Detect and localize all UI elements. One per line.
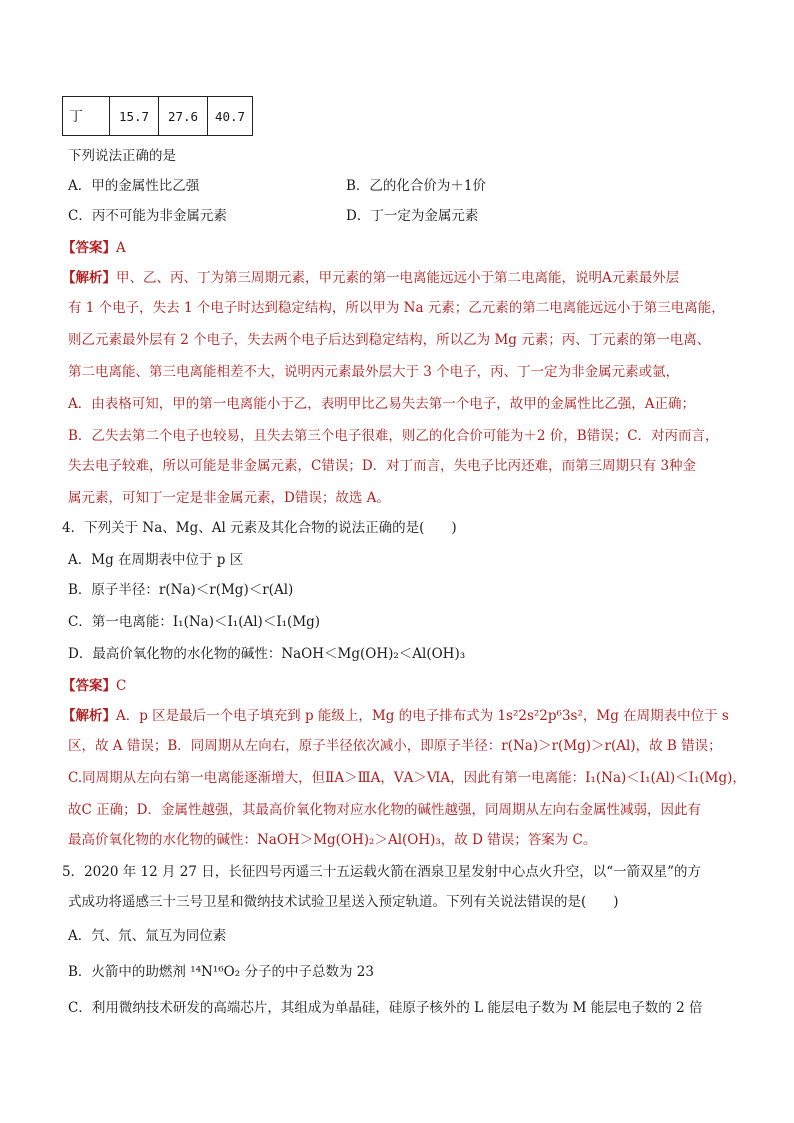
table-row xyxy=(63,97,253,136)
q4-analysis-line: 故C 正确；D．金属性越强，其最高价氧化物对应水化物的碱性越强，同周期从左向右金属性减弱，因此有 xyxy=(68,802,701,818)
q3-analysis-line: 有 1 个电子，失去 1 个电子时达到稳定结构，所以甲为 Na 元素；乙元素的第二电离能远远小于第三电离能， xyxy=(68,300,725,316)
answer-tag: 【答案】 xyxy=(62,240,116,256)
q4-analysis-line: C.同周期从左向右第一电离能逐渐增大，但ⅡA＞ⅢA，ⅤA＞ⅥA，因此有第一电离能：I₁(Na)＜I₁(Al)＜I₁(Mg)， xyxy=(68,770,746,786)
q4-option-d: D．最高价氧化物的水化物的碱性：NaOH＜Mg(OH)₂＜Al(OH)₃ xyxy=(68,646,466,662)
q3-option-b: B．乙的化合价为＋1价 xyxy=(346,178,487,194)
q4-option-b: B．原子半径：r(Na)＜r(Mg)＜r(Al) xyxy=(68,582,294,598)
table-cell: 15.7 xyxy=(110,97,159,136)
q5-stem-line: 式成功将遥感三十三号卫星和微纳技术试验卫星送入预定轨道。下列有关说法错误的是( ) xyxy=(68,894,619,910)
q4-analysis-line: 【解析】A．p 区是最后一个电子填充到 p 能级上，Mg 的电子排布式为 1s²2s²2p⁶3s²，Mg 在周期表中位于 s xyxy=(62,708,729,724)
analysis-tag: 【解析】 xyxy=(62,270,116,286)
q5-stem-line: 5．2020 年 12 月 27 日，长征四号丙遥三十五运载火箭在酒泉卫星发射中心点火升空，以“一箭双星”的方 xyxy=(62,864,702,880)
q4-stem: 4．下列关于 Na、Mg、Al 元素及其化合物的说法正确的是( ) xyxy=(62,520,457,536)
q3-option-a: A．甲的金属性比乙强 xyxy=(68,178,200,194)
q3-analysis-line: 则乙元素最外层有 2 个电子，失去两个电子后达到稳定结构，所以乙为 Mg 元素；丙、丁元素的第一电离、 xyxy=(68,332,711,348)
q3-answer xyxy=(62,238,126,258)
q4-analysis-line: 最高价氧化物的水化物的碱性：NaOH＞Mg(OH)₂＞Al(OH)₃，故 D 错误；答案为 C。 xyxy=(68,832,597,848)
q4-answer xyxy=(62,676,126,696)
q5-option-b: B．火箭中的助燃剂 ¹⁴N¹⁶O₂ 分子的中子总数为 23 xyxy=(68,964,374,980)
q3-option-c: C．丙不可能为非金属元素 xyxy=(68,208,227,224)
q3-analysis-line: 第二电离能、第三电离能相差不大，说明丙元素最外层大于 3 个电子，丙、丁一定为非金属元素或氩， xyxy=(68,364,680,380)
q4-option-c: C．第一电离能：I₁(Na)＜I₁(Al)＜I₁(Mg) xyxy=(68,614,321,630)
q3-analysis-line: 失去电子较难，所以可能是非金属元素，C错误；D．对丁而言，失电子比丙还难，而第三周期只有 3种金 xyxy=(68,458,697,474)
q3-analysis-line: 【解析】甲、乙、丙、丁为第三周期元素，甲元素的第一电离能远远小于第二电离能，说明A元素最外层 xyxy=(62,270,680,286)
answer-tag: 【答案】 xyxy=(62,678,116,694)
q4-analysis-line: 区，故 A 错误；B．同周期从左向右，原子半径依次减小，即原子半径：r(Na)＞r(Mg)＞r(Al)，故 B 错误； xyxy=(68,738,722,754)
table-cell: 27.6 xyxy=(159,97,208,136)
q3-analysis-line: B．乙失去第二个电子也较易，且失去第三个电子很难，则乙的化合价可能为＋2 价，B错误；C．对丙而言， xyxy=(68,428,719,444)
q3-option-d: D．丁一定为金属元素 xyxy=(346,208,479,224)
q5-option-a: A．氕、氘、氚互为同位素 xyxy=(68,928,227,944)
q4-option-a: A．Mg 在周期表中位于 p 区 xyxy=(68,552,244,568)
q5-option-c: C．利用微纳技术研发的高端芯片，其组成为单晶硅，硅原子核外的 L 能层电子数为 M 能层电子数的 2 倍 xyxy=(68,1000,703,1016)
q3-analysis-line: A．由表格可知，甲的第一电离能小于乙，表明甲比乙易失去第一个电子，故甲的金属性比乙强，A正确； xyxy=(68,396,695,412)
analysis-tag: 【解析】 xyxy=(62,708,116,724)
table-cell: 40.7 xyxy=(208,97,253,136)
answer-value: A xyxy=(116,240,126,256)
ionization-energy-table xyxy=(62,96,253,136)
answer-value: C xyxy=(116,678,127,694)
table-cell: 丁 xyxy=(63,97,110,136)
q3-analysis-line: 属元素，可知丁一定是非金属元素，D错误；故选 A。 xyxy=(68,490,390,506)
q3-stem: 下列说法正确的是 xyxy=(68,148,176,164)
